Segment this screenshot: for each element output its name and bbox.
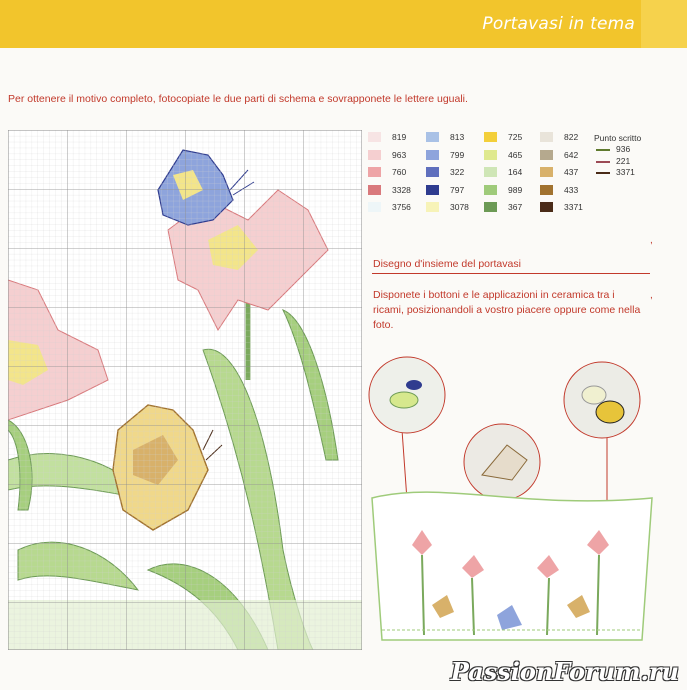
backstitch-line xyxy=(596,161,610,163)
legend-code: 437 xyxy=(564,167,579,177)
legend-swatch xyxy=(426,202,439,212)
legend-code: 322 xyxy=(450,167,465,177)
legend-code: 813 xyxy=(450,132,465,142)
legend-swatch xyxy=(368,150,381,160)
legend-code: 3371 xyxy=(564,202,583,212)
legend-code: 797 xyxy=(450,184,465,195)
backstitch-code: 936 xyxy=(616,144,631,154)
legend-swatch xyxy=(368,167,381,177)
legend-swatch xyxy=(426,185,439,195)
planter-illustration xyxy=(362,350,662,650)
legend-code: 760 xyxy=(392,167,407,177)
legend-swatch xyxy=(426,132,439,142)
legend-code: 164 xyxy=(508,167,523,177)
legend-swatch xyxy=(484,150,497,160)
page-header xyxy=(0,0,687,48)
legend-swatch xyxy=(426,167,439,177)
legend-code: 725 xyxy=(508,132,523,142)
backstitch-line xyxy=(596,172,610,174)
header-edge xyxy=(641,0,687,48)
backstitch-code: 3371 xyxy=(616,167,635,177)
legend-code: 433 xyxy=(564,184,579,195)
intro-text: Per ottenere il motivo completo, fotocopiate le due parti di schema e sovrapponete le lettere uguali. xyxy=(8,93,468,105)
legend-swatch xyxy=(368,185,381,195)
legend-swatch xyxy=(368,132,381,142)
legend-swatch xyxy=(426,150,439,160)
legend-code: 3078 xyxy=(450,202,469,212)
crop-mark: , xyxy=(650,290,653,301)
watermark-logo: PassionForum.ru xyxy=(450,657,679,686)
cross-stitch-chart xyxy=(8,130,362,650)
crop-mark: , xyxy=(650,235,653,246)
legend-swatch xyxy=(484,132,497,142)
legend-code: 3328 xyxy=(392,184,411,195)
legend-swatch xyxy=(540,185,553,195)
legend-code: 963 xyxy=(392,149,407,160)
legend-swatch xyxy=(540,202,553,212)
legend-swatch xyxy=(540,150,553,160)
legend-swatch xyxy=(484,167,497,177)
legend-swatch xyxy=(484,185,497,195)
legend-swatch xyxy=(540,132,553,142)
backstitch-line xyxy=(596,149,610,151)
backstitch-title: Punto scritto xyxy=(594,133,642,143)
section-divider xyxy=(372,273,650,274)
legend-code: 367 xyxy=(508,202,523,212)
legend-swatch xyxy=(484,202,497,212)
section-title: Disegno d'insieme del portavasi xyxy=(373,258,521,270)
backstitch-code: 221 xyxy=(616,155,631,166)
legend-code: 3756 xyxy=(392,202,411,212)
page-title: Portavasi in tema xyxy=(482,14,635,34)
section-text: Disponete i bottoni e le applicazioni in ceramica tra i ricami, posizionandoli a vostro piacere oppure come nella foto. xyxy=(373,289,641,331)
legend-code: 989 xyxy=(508,184,523,195)
legend-swatch xyxy=(368,202,381,212)
legend-code: 642 xyxy=(564,149,579,160)
legend-swatch xyxy=(540,167,553,177)
legend-code: 799 xyxy=(450,149,465,160)
legend-code: 822 xyxy=(564,132,579,142)
legend-code: 465 xyxy=(508,149,523,160)
legend-code: 819 xyxy=(392,132,407,142)
